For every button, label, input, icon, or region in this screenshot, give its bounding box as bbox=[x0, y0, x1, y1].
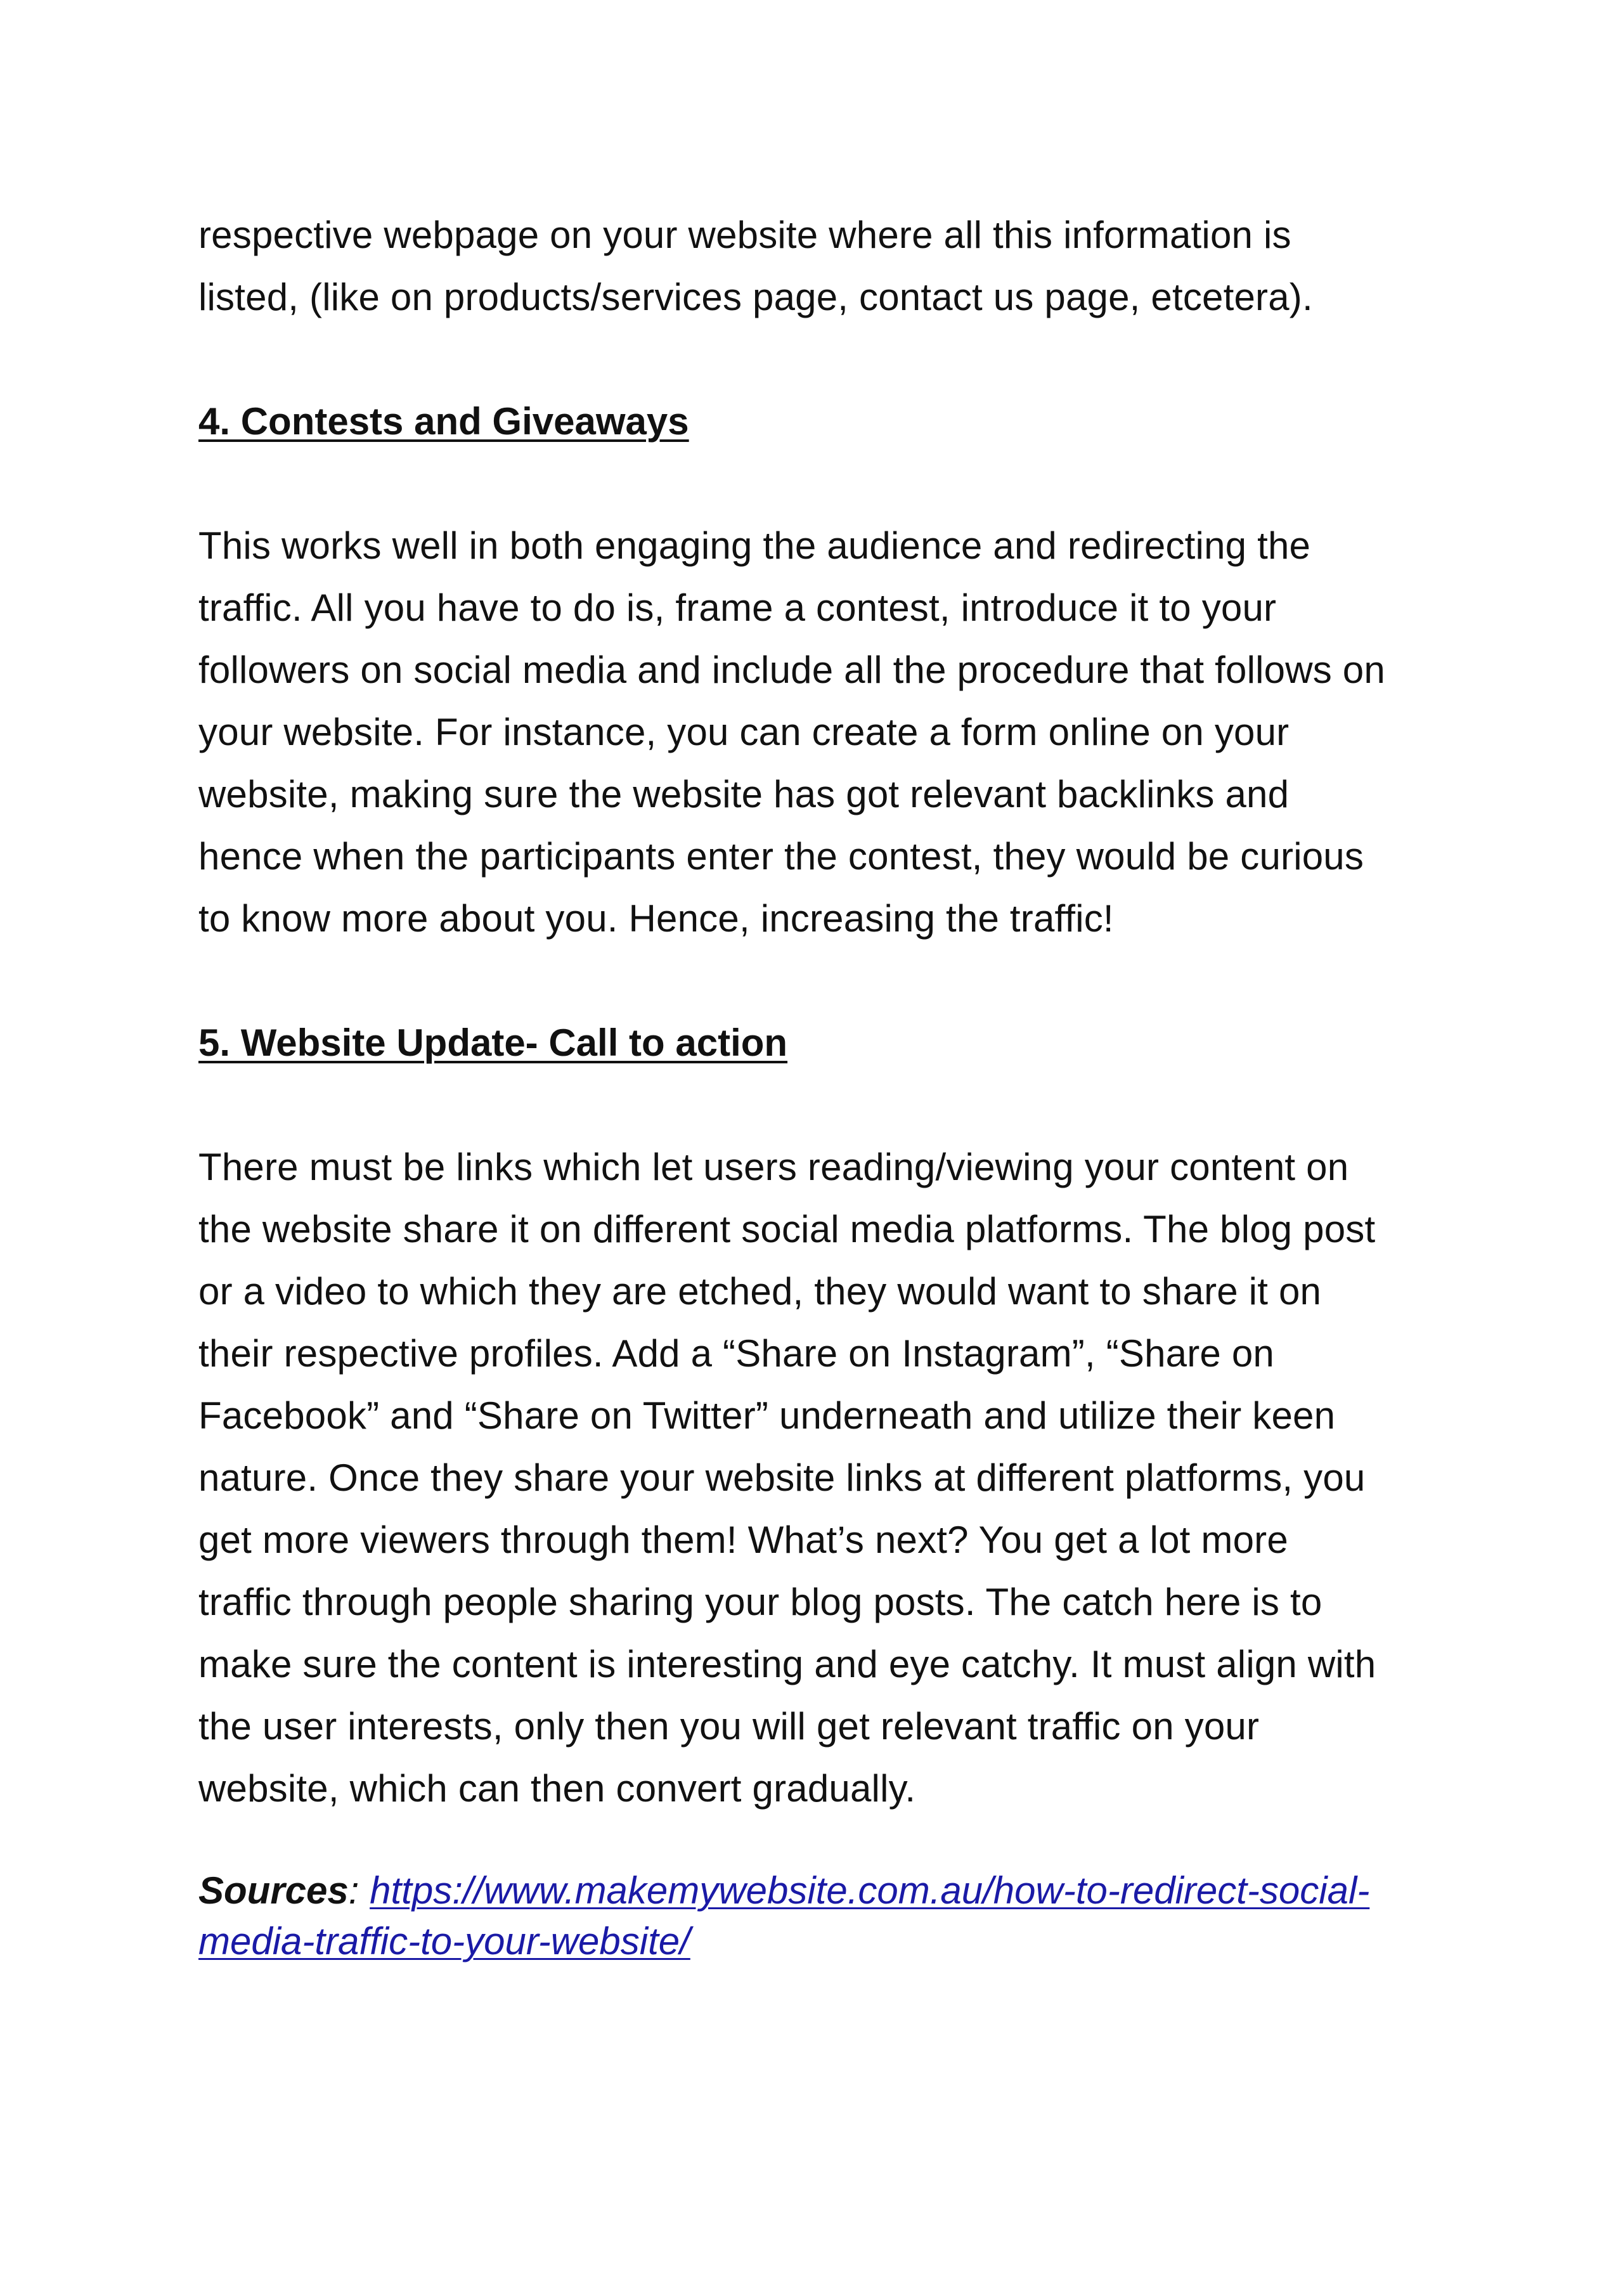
spacer bbox=[198, 1074, 1441, 1136]
spacer bbox=[198, 950, 1441, 1012]
spacer bbox=[198, 1820, 1441, 1865]
spacer bbox=[198, 328, 1441, 391]
sources-separator: : bbox=[348, 1869, 359, 1912]
section-body-website-update: There must be links which let users reading/viewing your content on the website share it on different social media platforms. The blog post or a video to which they are etched, they would want to share it on their respective profiles. Add a “Share on Instagram”, “Share on Facebook” and “Share on Twitter” underneath and utilize their keen nature. Once they share your website links at different platforms, you get more viewers through them! What’s next? You get a lot more traffic through people sharing your blog posts. The catch here is to make sure the content is interesting and eye catchy. It must align with the user interests, only then you will get relevant traffic on your website, which can then convert gradually. bbox=[198, 1146, 1376, 1810]
section-body-contests: This works well in both engaging the audience and redirecting the traffic. All you have to do is, frame a contest, introduce it to your followers on social media and include all the procedure that follows on your website. For instance, you can create a form online on your website, making sure the website has got relevant backlinks and hence when the participants enter the contest, they would be curious to know more about you. Hence, increasing the traffic! bbox=[198, 524, 1385, 940]
sources-label: Sources bbox=[198, 1869, 349, 1912]
sources-line bbox=[198, 1865, 1441, 1967]
section-heading-contests: 4. Contests and Giveaways bbox=[198, 400, 689, 443]
document-content bbox=[198, 204, 1441, 1967]
intro-paragraph: respective webpage on your website where all this information is listed, (like on products/services page, contact us page, etcetera). bbox=[198, 214, 1313, 318]
sources-link[interactable]: https://www.makemywebsite.com.au/how-to-redirect-social-media-traffic-to-your-website/ bbox=[198, 1869, 1370, 1962]
spacer bbox=[198, 453, 1441, 515]
section-heading-website-update: 5. Website Update- Call to action bbox=[198, 1022, 788, 1064]
